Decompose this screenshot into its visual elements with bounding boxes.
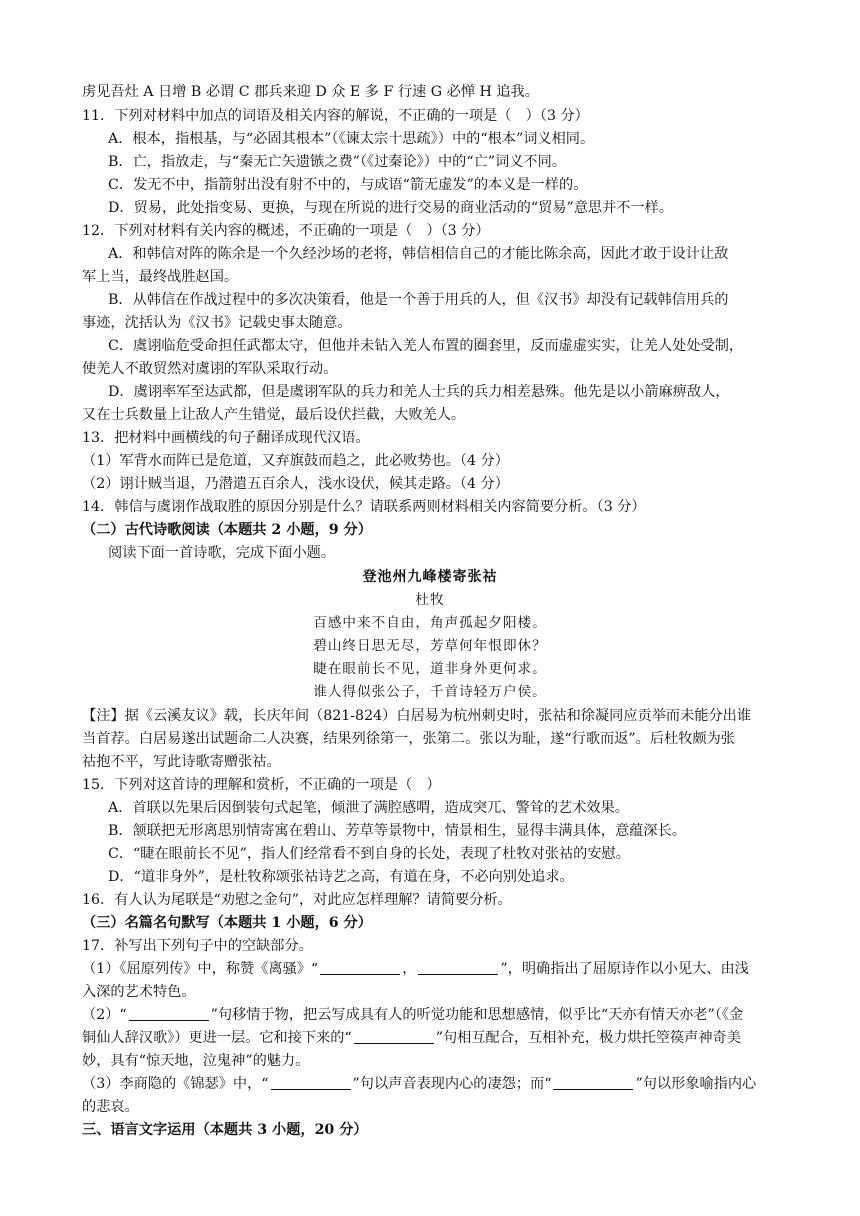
poem-note-cont: 当首荐。白居易遂出试题命二人决赛，结果列徐第一，张第二。张以为耻，遂“行歌而返”。后杜牧颇为张: [82, 731, 735, 747]
question-13: 13．把材料中画横线的句子翻译成现代汉语。: [82, 430, 370, 446]
section-heading: （二）古代诗歌阅读（本题共 2 小题，9 分）: [82, 522, 372, 538]
answer-blank[interactable]: [553, 1075, 633, 1090]
option-a: A．首联以先果后因倒装句式起笔，倾泄了满腔感喟，造成突兀、警耸的艺术效果。: [108, 800, 629, 816]
poem-note-cont: 祜抱不平，写此诗歌寄赠张祜。: [82, 754, 281, 770]
option-c: C．虞诩临危受命担任武都太守，但他并未钻入羌人布置的圈套里，反而虚虚实实，让羌人处处受制，: [108, 338, 744, 354]
poem-line: 百感中来不自由，角声孤起夕阳楼。: [313, 615, 547, 631]
option-d: D．贸易，此处指变易、更换，与现在所说的进行交易的商业活动的“贸易”意思并不一样。: [108, 200, 674, 216]
answer-blank[interactable]: [418, 960, 498, 975]
question-15: 15．下列对这首诗的理解和赏析，不正确的一项是（ ）: [82, 777, 441, 793]
q17-item-3-cont: 的悲哀。: [82, 1099, 139, 1115]
q17-item-2: （2）“ ”句移情于物，把云写成具有人的听觉功能和思想感情，似乎比“天亦有情天亦老”（《金: [82, 1007, 744, 1023]
section-heading: （三）名篇名句默写（本题共 1 小题，6 分）: [82, 915, 372, 931]
poem-line: 碧山终日思无尽，芳草何年恨即休？: [313, 638, 547, 654]
instruction: 阅读下面一首诗歌，完成下面小题。: [108, 545, 336, 561]
q17-item-3: （3）李商隐的《锦瑟》中，“ ”句以声音表现内心的凄怨；而“ ”句以形象喻指内心: [82, 1076, 757, 1092]
option-d-cont: 又在士兵数量上让敌人产生错觉，最后设伏拦截，大败羌人。: [82, 407, 466, 423]
poem-author: 杜牧: [415, 592, 445, 608]
q17-item-1: （1）《屈原列传》中，称赞《离骚》“ ， ”，明确指出了屈原诗作以小见大、由浅: [82, 961, 749, 977]
question-11: 11．下列对材料中加点的词语及相关内容的解说，不正确的一项是（ ）（3 分）: [82, 108, 589, 124]
answer-blank[interactable]: [320, 960, 400, 975]
option-d: D．虞诩率军至达武都，但是虞诩军队的兵力和羌人士兵的兵力相差悬殊。他先是以小箭麻痹敌人，: [108, 384, 730, 400]
option-b: B．从韩信在作战过程中的多次决策看，他是一个善于用兵的人，但《汉书》却没有记载韩信用兵的: [108, 292, 729, 308]
option-d: D．“道非身外”，是杜牧称颂张祜诗艺之高，有道在身，不必向别处追求。: [108, 869, 574, 885]
poem-line: 睫在眼前长不见，道非身外更何求。: [313, 661, 547, 677]
poem-note: 【注】据《云溪友议》载，长庆年间（821-824）白居易为杭州刺史时，张祜和徐凝同应贡举而未能分出谁: [82, 708, 752, 724]
sub-question: （1）军背水而阵已是危道，又弃旗鼓而趋之，此必败势也。（4 分）: [82, 453, 509, 469]
option-a: A．和韩信对阵的陈余是一个久经沙场的老将，韩信相信自己的才能比陈余高，因此才敢于设计让敌: [108, 246, 729, 262]
option-b: B．亡，指放走，与“秦无亡矢遗镞之费”（《过秦论》）中的“亡”词义不同。: [108, 154, 566, 170]
option-c: C．“睫在眼前长不见”，指人们经常看不到自身的长处，表现了杜牧对张祜的安慰。: [108, 846, 630, 862]
option-b-cont: 事迹，沈括认为《汉书》记载史事太随意。: [82, 315, 352, 331]
sub-question: （2）诩计贼当退，乃潜遣五百余人，浅水设伏，候其走路。（4 分）: [82, 476, 509, 492]
passage-line: 虏见吾灶 A 日增 B 必谓 C 郡兵来迎 D 众 E 多 F 行速 G 必惮 H 追我。: [82, 84, 539, 100]
option-a: A．根本，指根基，与“必固其根本”（《谏太宗十思疏》）中的“根本”词义相同。: [108, 131, 595, 147]
q17-item-2-cont: 妙，具有“惊天地，泣鬼神”的魅力。: [82, 1053, 310, 1069]
question-16: 16．有人认为尾联是“劝慰之金句”，对此应怎样理解？请简要分析。: [82, 892, 512, 908]
section-heading: 三、语言文字运用（本题共 3 小题，20 分）: [82, 1122, 368, 1138]
poem-line: 谁人得似张公子，千首诗轻万户侯。: [313, 684, 547, 700]
q17-item-2-cont: 铜仙人辞汉歌》）更进一层。它和接下来的“ ”句相互配合，互相补充，极力烘托箜篌声神奇美: [82, 1030, 741, 1046]
q17-item-1-cont: 入深的艺术特色。: [82, 984, 196, 1000]
question-17: 17．补写出下列句子中的空缺部分。: [82, 938, 313, 954]
question-12: 12．下列对材料有关内容的概述，不正确的一项是（ ）（3 分）: [82, 223, 490, 239]
option-a-cont: 军上当，最终战胜赵国。: [82, 269, 239, 285]
answer-blank[interactable]: [129, 1006, 209, 1021]
option-c-cont: 使羌人不敢贸然对虞诩的军队采取行动。: [82, 361, 338, 377]
poem-title: 登池州九峰楼寄张祜: [362, 569, 498, 585]
option-b: B．颔联把无形离思别情寄寓在碧山、芳草等景物中，情景相生，显得丰满具体，意蕴深长。: [108, 823, 686, 839]
answer-blank[interactable]: [354, 1029, 434, 1044]
question-14: 14．韩信与虞诩作战取胜的原因分别是什么？请联系两则材料相关内容简要分析。（3 分）: [82, 499, 646, 515]
option-c: C．发无不中，指箭射出没有射不中的，与成语“箭无虚发”的本义是一样的。: [108, 177, 588, 193]
answer-blank[interactable]: [271, 1075, 351, 1090]
